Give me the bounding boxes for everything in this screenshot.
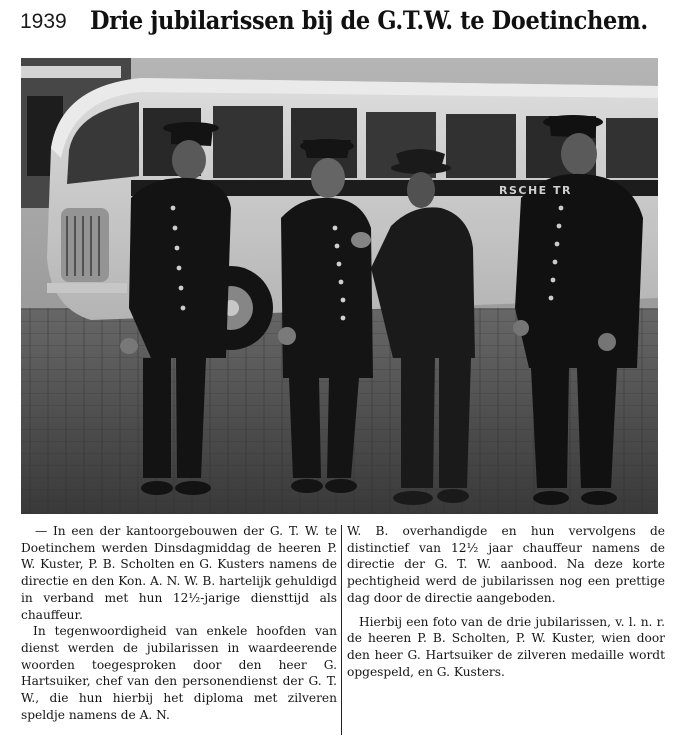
article-paragraph: — In een der kantoorgebouwen der G. T. W. te Doetinchem werden Dinsdagmiddag de heeren P. W. Kuster, P. B. Scholten en G. Kusters namens de directie en den Kon. A. N. W. B. hartelijk gehuldigd in verband met hun 12½-jarige diensttijd als chauffeur. [21,524,337,622]
year-label: 1939 [20,10,67,33]
headline: Drie jubilarissen bij de G.T.W. te Doetinchem. [90,6,648,35]
bus-photo [21,58,658,514]
article-paragraph: In tegenwoordigheid van enkele hoofden van dienst werden de jubilarissen in waardeerende woorden toegesproken door den heer G. Hartsuiker, chef van den personendienst der G. T. W., die hun hierbij het diploma met zilveren speldje namens de A. N. [21,624,337,722]
article-column-left [21,523,337,723]
article-paragraph: W. B. overhandigde en hun vervolgens de distinctief van 12½ jaar chauffeur namens de directie der G. T. W. aanbood. Na deze korte pechtigheid werd de jubilarissen nog een prettige dag door de directie aangeboden. [347,524,665,605]
bus-sign-text: RSCHE TR [499,184,572,197]
article-paragraph: Hierbij een foto van de drie jubilarissen, v. l. n. r. de heeren P. B. Scholten, P. W. Kuster, wien door den heer G. Hartsuiker de zilveren medaille wordt opgespeld, en G. Kusters. [347,614,665,679]
article-column-right [347,523,665,680]
column-divider [341,525,342,735]
